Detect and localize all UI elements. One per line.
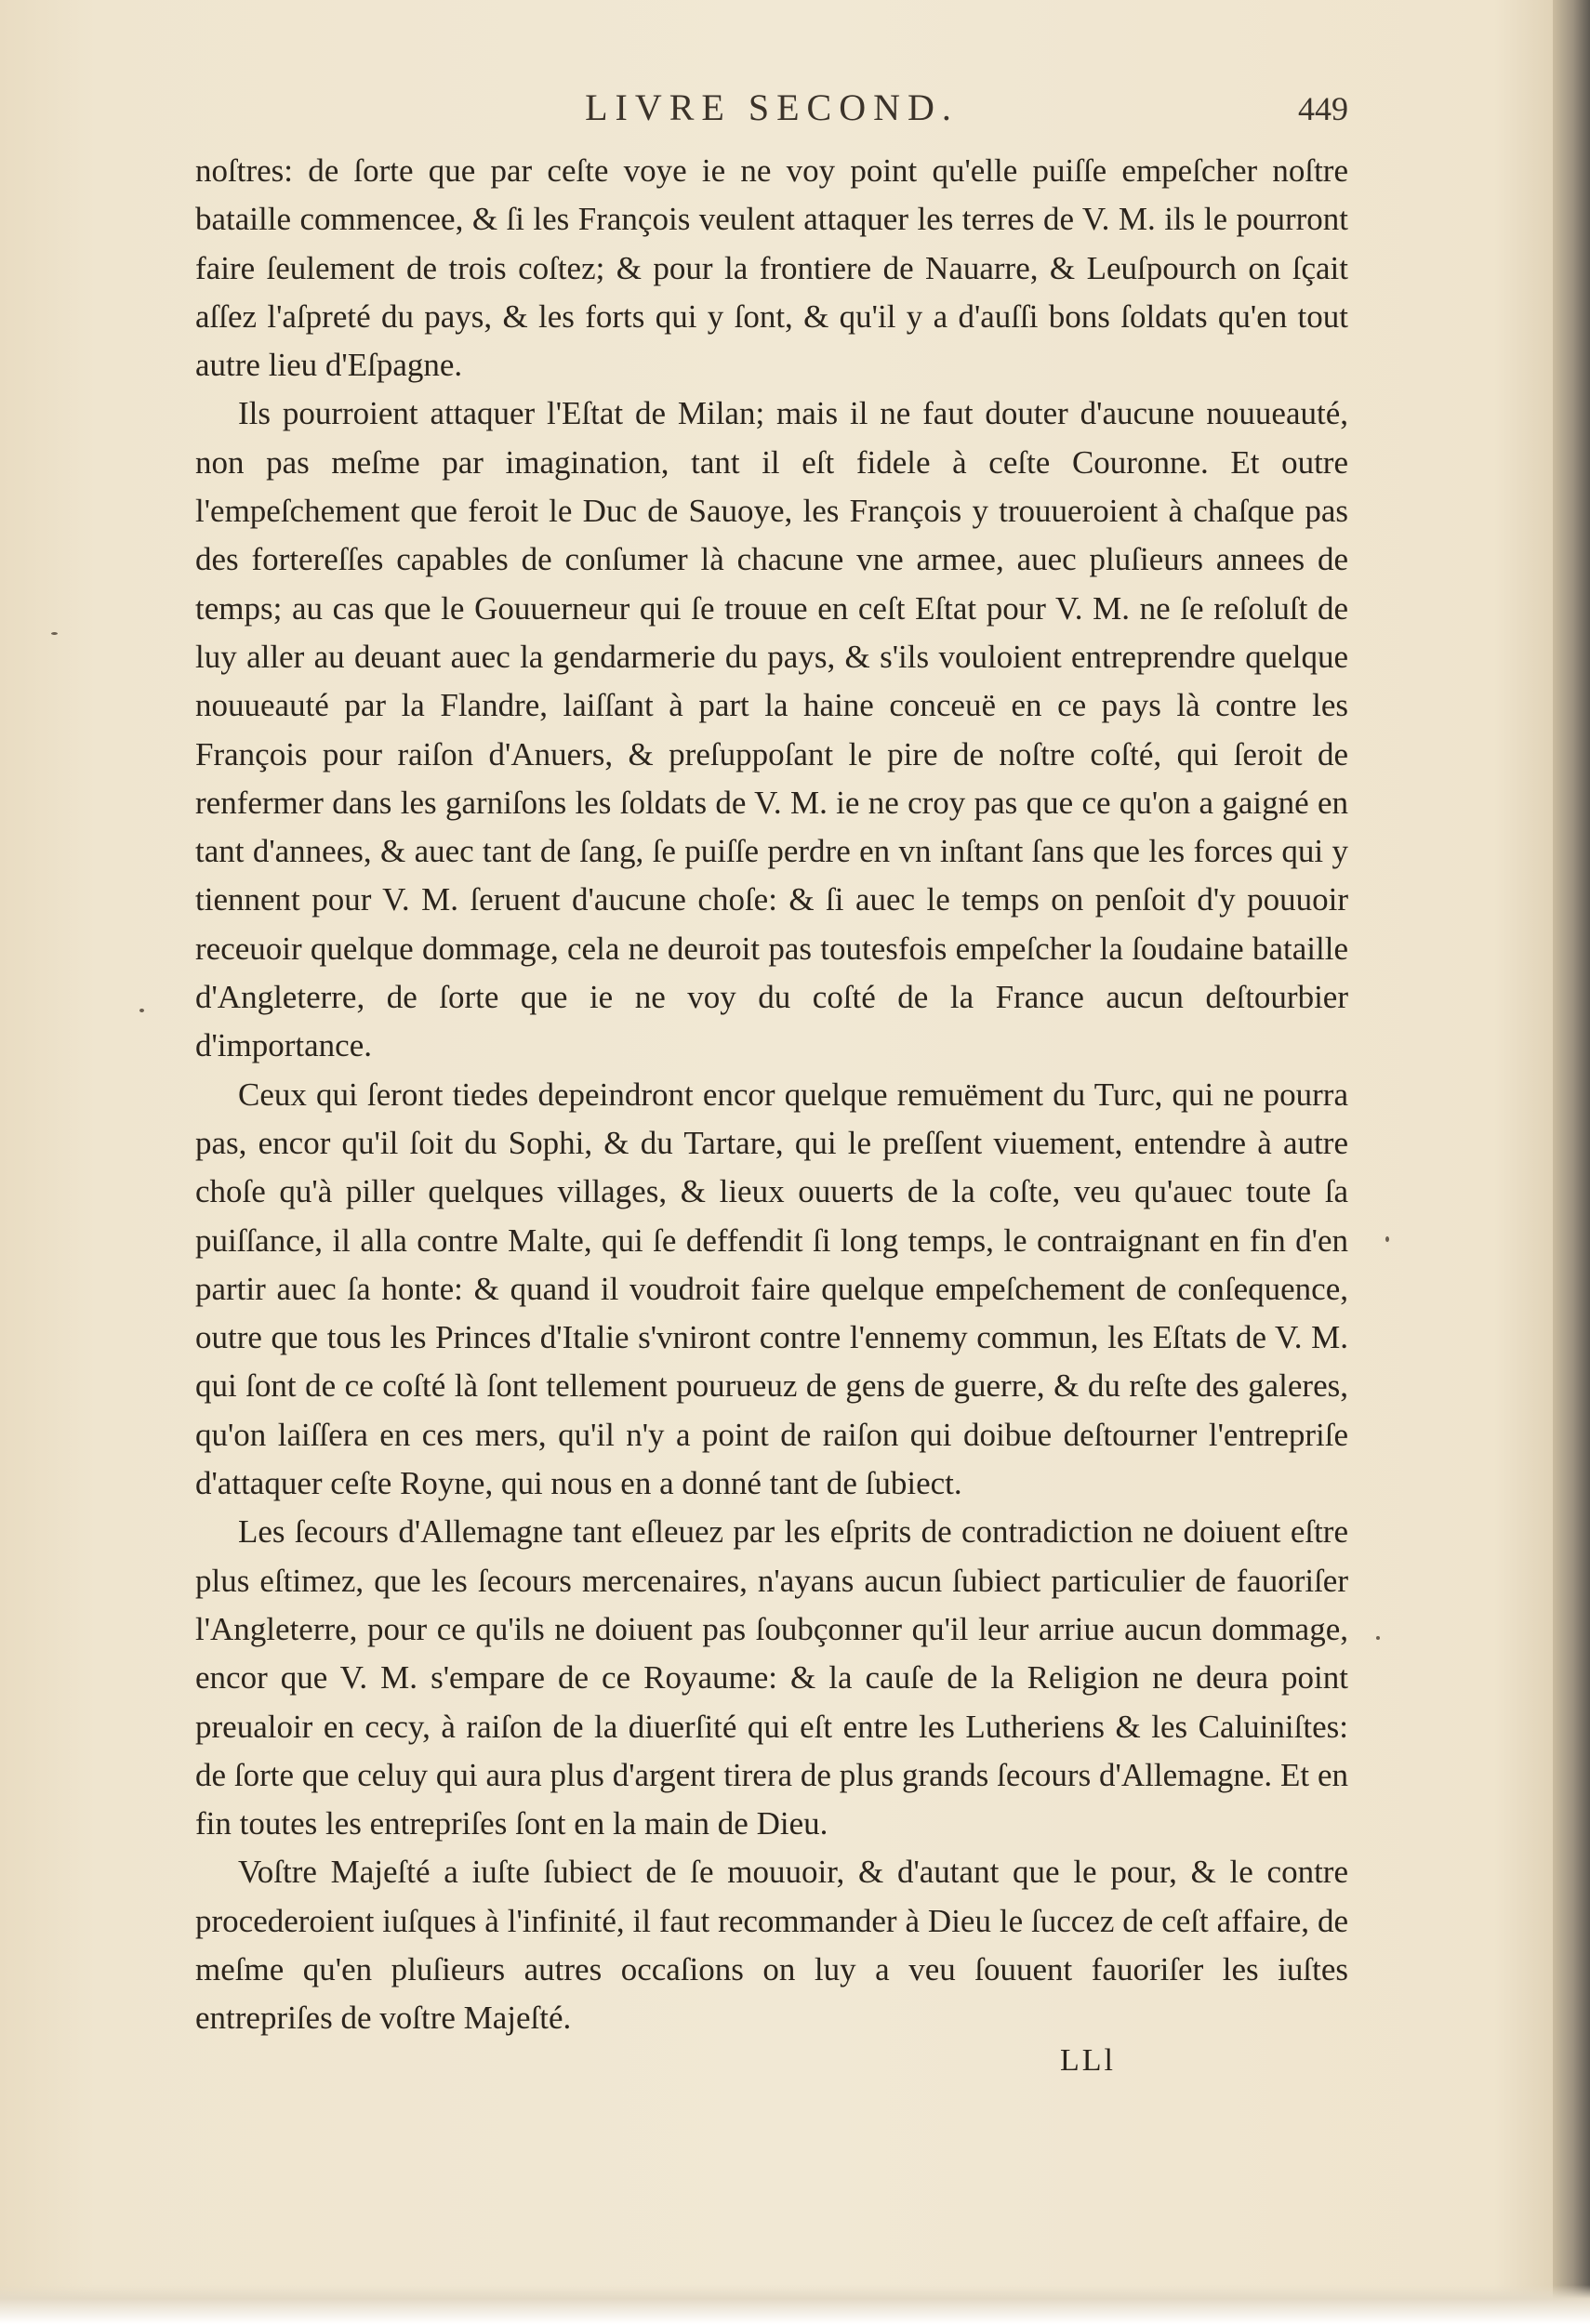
ink-fleck (51, 632, 58, 635)
paragraph: Voſtre Majeſté a iuſte ſubiect de ſe mouuoir, & d'autant que le pour, & le contre procederoient iuſques à l'infinité, il faut recommander à Dieu le ſuccez de ceſt affaire, de meſme qu'en pluſieurs autres occaſions on luy a veu ſouuent fauoriſer les iuſtes entrepriſes de voſtre Majeſté. (195, 1854, 1348, 2037)
ink-fleck (139, 1009, 144, 1012)
ink-fleck (1385, 1236, 1389, 1242)
signature-mark: LLl (1060, 2042, 1116, 2078)
paragraph: noſtres: de ſorte que par ceſte voye ie ne voy point qu'elle puiſſe empeſcher noſtre bataille commencee, & ſi les François veulent attaquer les terres de V. M. ils le pourront faire ſeulement de trois coſtez; & pour la frontiere de Nauarre, & Leuſpourch on ſçait aſſez l'aſpreté du pays, & les forts qui y ſont, & qu'il y a d'auſſi bons ſoldats qu'en tout autre lieu d'Eſpagne. (195, 152, 1348, 384)
main-text (195, 147, 1348, 2043)
running-title: LIVRE SECOND. (585, 86, 959, 128)
page-bottom-edge (0, 2285, 1590, 2324)
page-number: 449 (1298, 90, 1348, 127)
ink-fleck (1376, 1636, 1380, 1640)
page-edge-shadow (1553, 0, 1590, 2324)
book-page (195, 86, 1348, 2079)
paragraph: Ils pourroient attaquer l'Eſtat de Milan; mais il ne faut douter d'aucune nouueauté, non pas meſme par imagination, tant il eſt fidele à ceſte Couronne. Et outre l'empeſchement que feroit le Duc de Sauoye, les François y trouueroient à chaſque pas des fortereſſes capables de conſumer là chacune vne armee, auec pluſieurs annees de temps; au cas que le Gouuerneur qui ſe trouue en ceſt Eſtat pour V. M. ne ſe reſoluſt de luy aller au deuant auec la gendarmerie du pays, & s'ils vouloient entreprendre quelque nouueauté par la Flandre, laiſſant à part la haine conceuë en ce pays là contre les François pour raiſon d'Anuers, & preſuppoſant le pire de noſtre coſté, qui ſeroit de renfermer dans les garniſons les ſoldats de V. M. ie ne croy pas que ce qu'on a gaigné en tant d'annees, & auec tant de ſang, ſe puiſſe perdre en vn inſtant ſans que les forces qui y tiennent pour V. M. ſeruent d'aucune choſe: & ſi auec le temps on penſoit d'y pouuoir receuoir quelque dommage, cela ne deuroit pas toutesfois empeſcher la ſoudaine bataille d'Angleterre, de ſorte que ie ne voy du coſté de la France aucun deſtourbier d'importance. (195, 395, 1348, 1064)
paragraph: Les ſecours d'Allemagne tant eſleuez par les eſprits de contradiction ne doiuent eſtre plus eſtimez, que les ſecours mercenaires, n'ayans aucun ſubiect particulier de fauoriſer l'Angleterre, pour ce qu'ils ne doiuent pas ſoubçonner qu'il leur arriue aucun dommage, encor que V. M. s'empare de ce Royaume: & la cauſe de la Religion ne deura point preualoir en cecy, à raiſon de la diuerſité qui eſt entre les Lutheriens & les Caluiniſtes: de ſorte que celuy qui aura plus d'argent tirera de plus grands ſecours d'Allemagne. Et en fin toutes les entrepriſes ſont en la main de Dieu. (195, 1513, 1348, 1842)
running-head (195, 86, 1348, 147)
paragraph: Ceux qui ſeront tiedes depeindront encor quelque remuëment du Turc, qui ne pourra pas, encor qu'il ſoit du Sophi, & du Tartare, qui le preſſent viuement, entendre à autre choſe qu'à piller quelques villages, & lieux ouuerts de la coſte, veu qu'auec toute ſa puiſſance, il alla contre Malte, qui ſe deffendit ſi long temps, le contraignant en fin d'en partir auec ſa honte: & quand il voudroit faire quelque empeſchement de conſequence, outre que tous les Princes d'Italie s'vniront contre l'ennemy commun, les Eſtats de V. M. qui ſont de ce coſté là ſont tellement pourueuz de gens de guerre, & du reſte des galeres, qu'on laiſſera en ces mers, qu'il n'y a point de raiſon qui doibue deſtourner l'entrepriſe d'attaquer ceſte Royne, qui nous en a donné tant de ſubiect. (195, 1076, 1348, 1502)
